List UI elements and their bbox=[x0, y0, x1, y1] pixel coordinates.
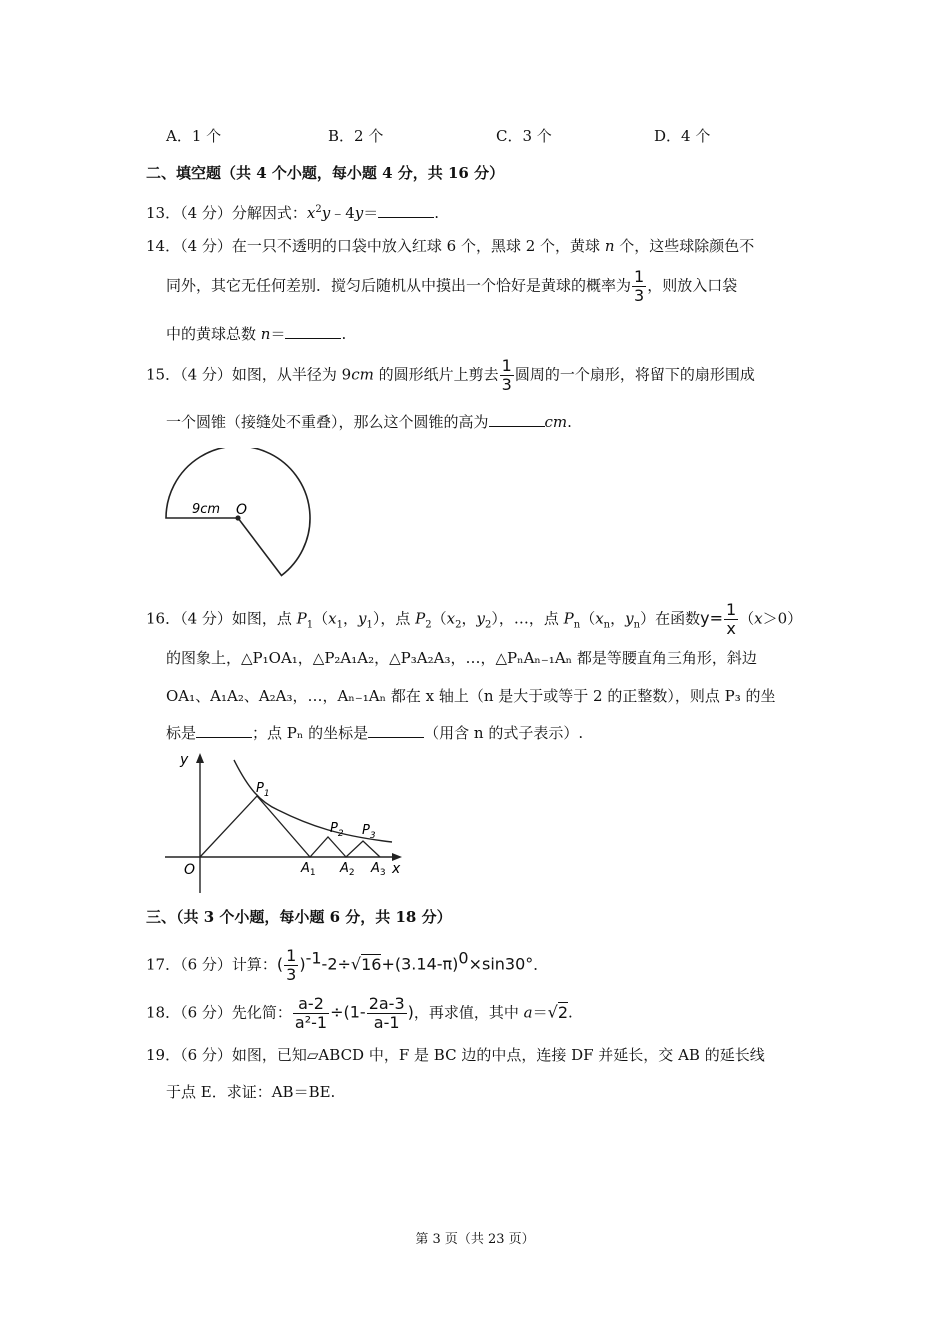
origin-label: O bbox=[184, 862, 196, 878]
fraction: $\frac{1}{3}$ bbox=[501, 356, 512, 394]
question-16-line-4: 标是 ；点 Pₙ 的坐标是 （用含 n 的式子表示）. bbox=[166, 724, 584, 742]
a3-label: $A_3$ bbox=[371, 861, 386, 878]
question-17: 17．（6 分）计算：( $\frac{1}{3}$ )$^{-1}-2\div√16+(3.14-\pi)^0\times\sin 30^\circ$． bbox=[146, 946, 549, 984]
question-15-line-1: 15．（4 分）如图，从半径为 9cm 的圆形纸片上剪去 $\frac{1}{3}$ 圆周的一个扇形，将留下的扇形围成 bbox=[146, 356, 755, 394]
p2-label: $P_2$ bbox=[330, 821, 344, 839]
option-c: C．3 个 bbox=[496, 127, 552, 145]
fraction: $\frac{2a-3}{a-1}$ bbox=[368, 994, 405, 1032]
a1-label: $A_1$ bbox=[301, 861, 316, 878]
question-19-line-1: 19．（6 分）如图，已知▱ABCD 中，F 是 BC 边的中点，连接 DF 并延长，交 AB 的延长线 bbox=[146, 1046, 765, 1064]
section-3-title: 三、（共 3 个小题，每小题 6 分，共 18 分） bbox=[146, 908, 452, 926]
answer-blank[interactable] bbox=[196, 723, 252, 738]
fraction: $\frac{1}{3}$ bbox=[634, 267, 645, 305]
question-16-line-1: 16．（4 分）如图，点 $P_1(x_1$，$y_1$），点 $P_2(x_2$，$y_2$），…，点 $P_n(x_n$，$y_n$）在函数y= $\frac{1}{x}$ （x＞0） bbox=[146, 600, 803, 638]
center-label: O bbox=[236, 502, 248, 518]
option-a: A．1 个 bbox=[166, 127, 222, 145]
answer-blank[interactable] bbox=[368, 723, 424, 738]
x-label: x bbox=[392, 861, 401, 877]
page-footer: 第 3 页（共 23 页） bbox=[415, 1232, 535, 1247]
answer-blank[interactable] bbox=[489, 412, 545, 427]
option-b: B．2 个 bbox=[328, 127, 384, 145]
question-15-line-2: 一个圆锥（接缝处不重叠），那么这个圆锥的高为 cm. bbox=[166, 413, 572, 431]
fraction: $\frac{a-2}{\text{a²-1}}$ bbox=[294, 994, 328, 1032]
question-14-line-2: 同外，其它无任何差别．搅匀后随机从中摸出一个恰好是黄球的概率为 $\frac{1}{3}$ ，则放入口袋 bbox=[166, 267, 738, 305]
y-label: y bbox=[180, 752, 189, 768]
fraction: $\frac{1}{3}$ bbox=[286, 946, 297, 984]
question-13: 13．（4 分）分解因式：$x^2y﹣4y=$ . bbox=[146, 204, 440, 222]
question-16-line-2: 的图象上，△P₁OA₁，△P₂A₁A₂，△P₃A₂A₃，…，△PₙAₙ₋₁Aₙ 都是等腰直角三角形，斜边 bbox=[166, 649, 757, 667]
p3-label: $P_3$ bbox=[362, 823, 376, 841]
section-2-title: 二、填空题（共 4 个小题，每小题 4 分，共 16 分） bbox=[146, 164, 505, 182]
answer-blank[interactable] bbox=[285, 324, 341, 339]
y-axis-arrow bbox=[196, 753, 204, 763]
x-axis-arrow bbox=[392, 853, 402, 861]
question-19-line-2: 于点 E．求证：AB＝BE. bbox=[166, 1083, 336, 1101]
a2-label: $A_2$ bbox=[340, 861, 355, 878]
question-16-line-3: OA₁、A₁A₂、A₂A₃，…，Aₙ₋₁Aₙ 都在 x 轴上（n 是大于或等于 2 的正整数），则点 P₃ 的坐 bbox=[166, 687, 776, 705]
triangle-chain bbox=[200, 796, 380, 857]
fraction: $\frac{1}{x}$ bbox=[725, 600, 737, 638]
radius-label: 9cm bbox=[192, 502, 221, 517]
question-14-line-3: 中的黄球总数 n＝ . bbox=[166, 325, 347, 343]
hyperbola-figure bbox=[160, 748, 410, 898]
question-14-line-1: 14．（4 分）在一只不透明的口袋中放入红球 6 个，黑球 2 个，黄球 n 个，这些球除颜色不 bbox=[146, 237, 755, 255]
option-d: D．4 个 bbox=[654, 127, 711, 145]
p1-label: $P_1$ bbox=[256, 781, 270, 799]
answer-blank[interactable] bbox=[378, 203, 434, 218]
question-18: 18．（6 分）先化简： $\frac{a-2}{\text{a²-1}}$ ÷(1- $\frac{2a-3}{a-1}$ )，再求值，其中 a＝√2. bbox=[146, 994, 573, 1032]
sector-figure bbox=[160, 448, 360, 583]
